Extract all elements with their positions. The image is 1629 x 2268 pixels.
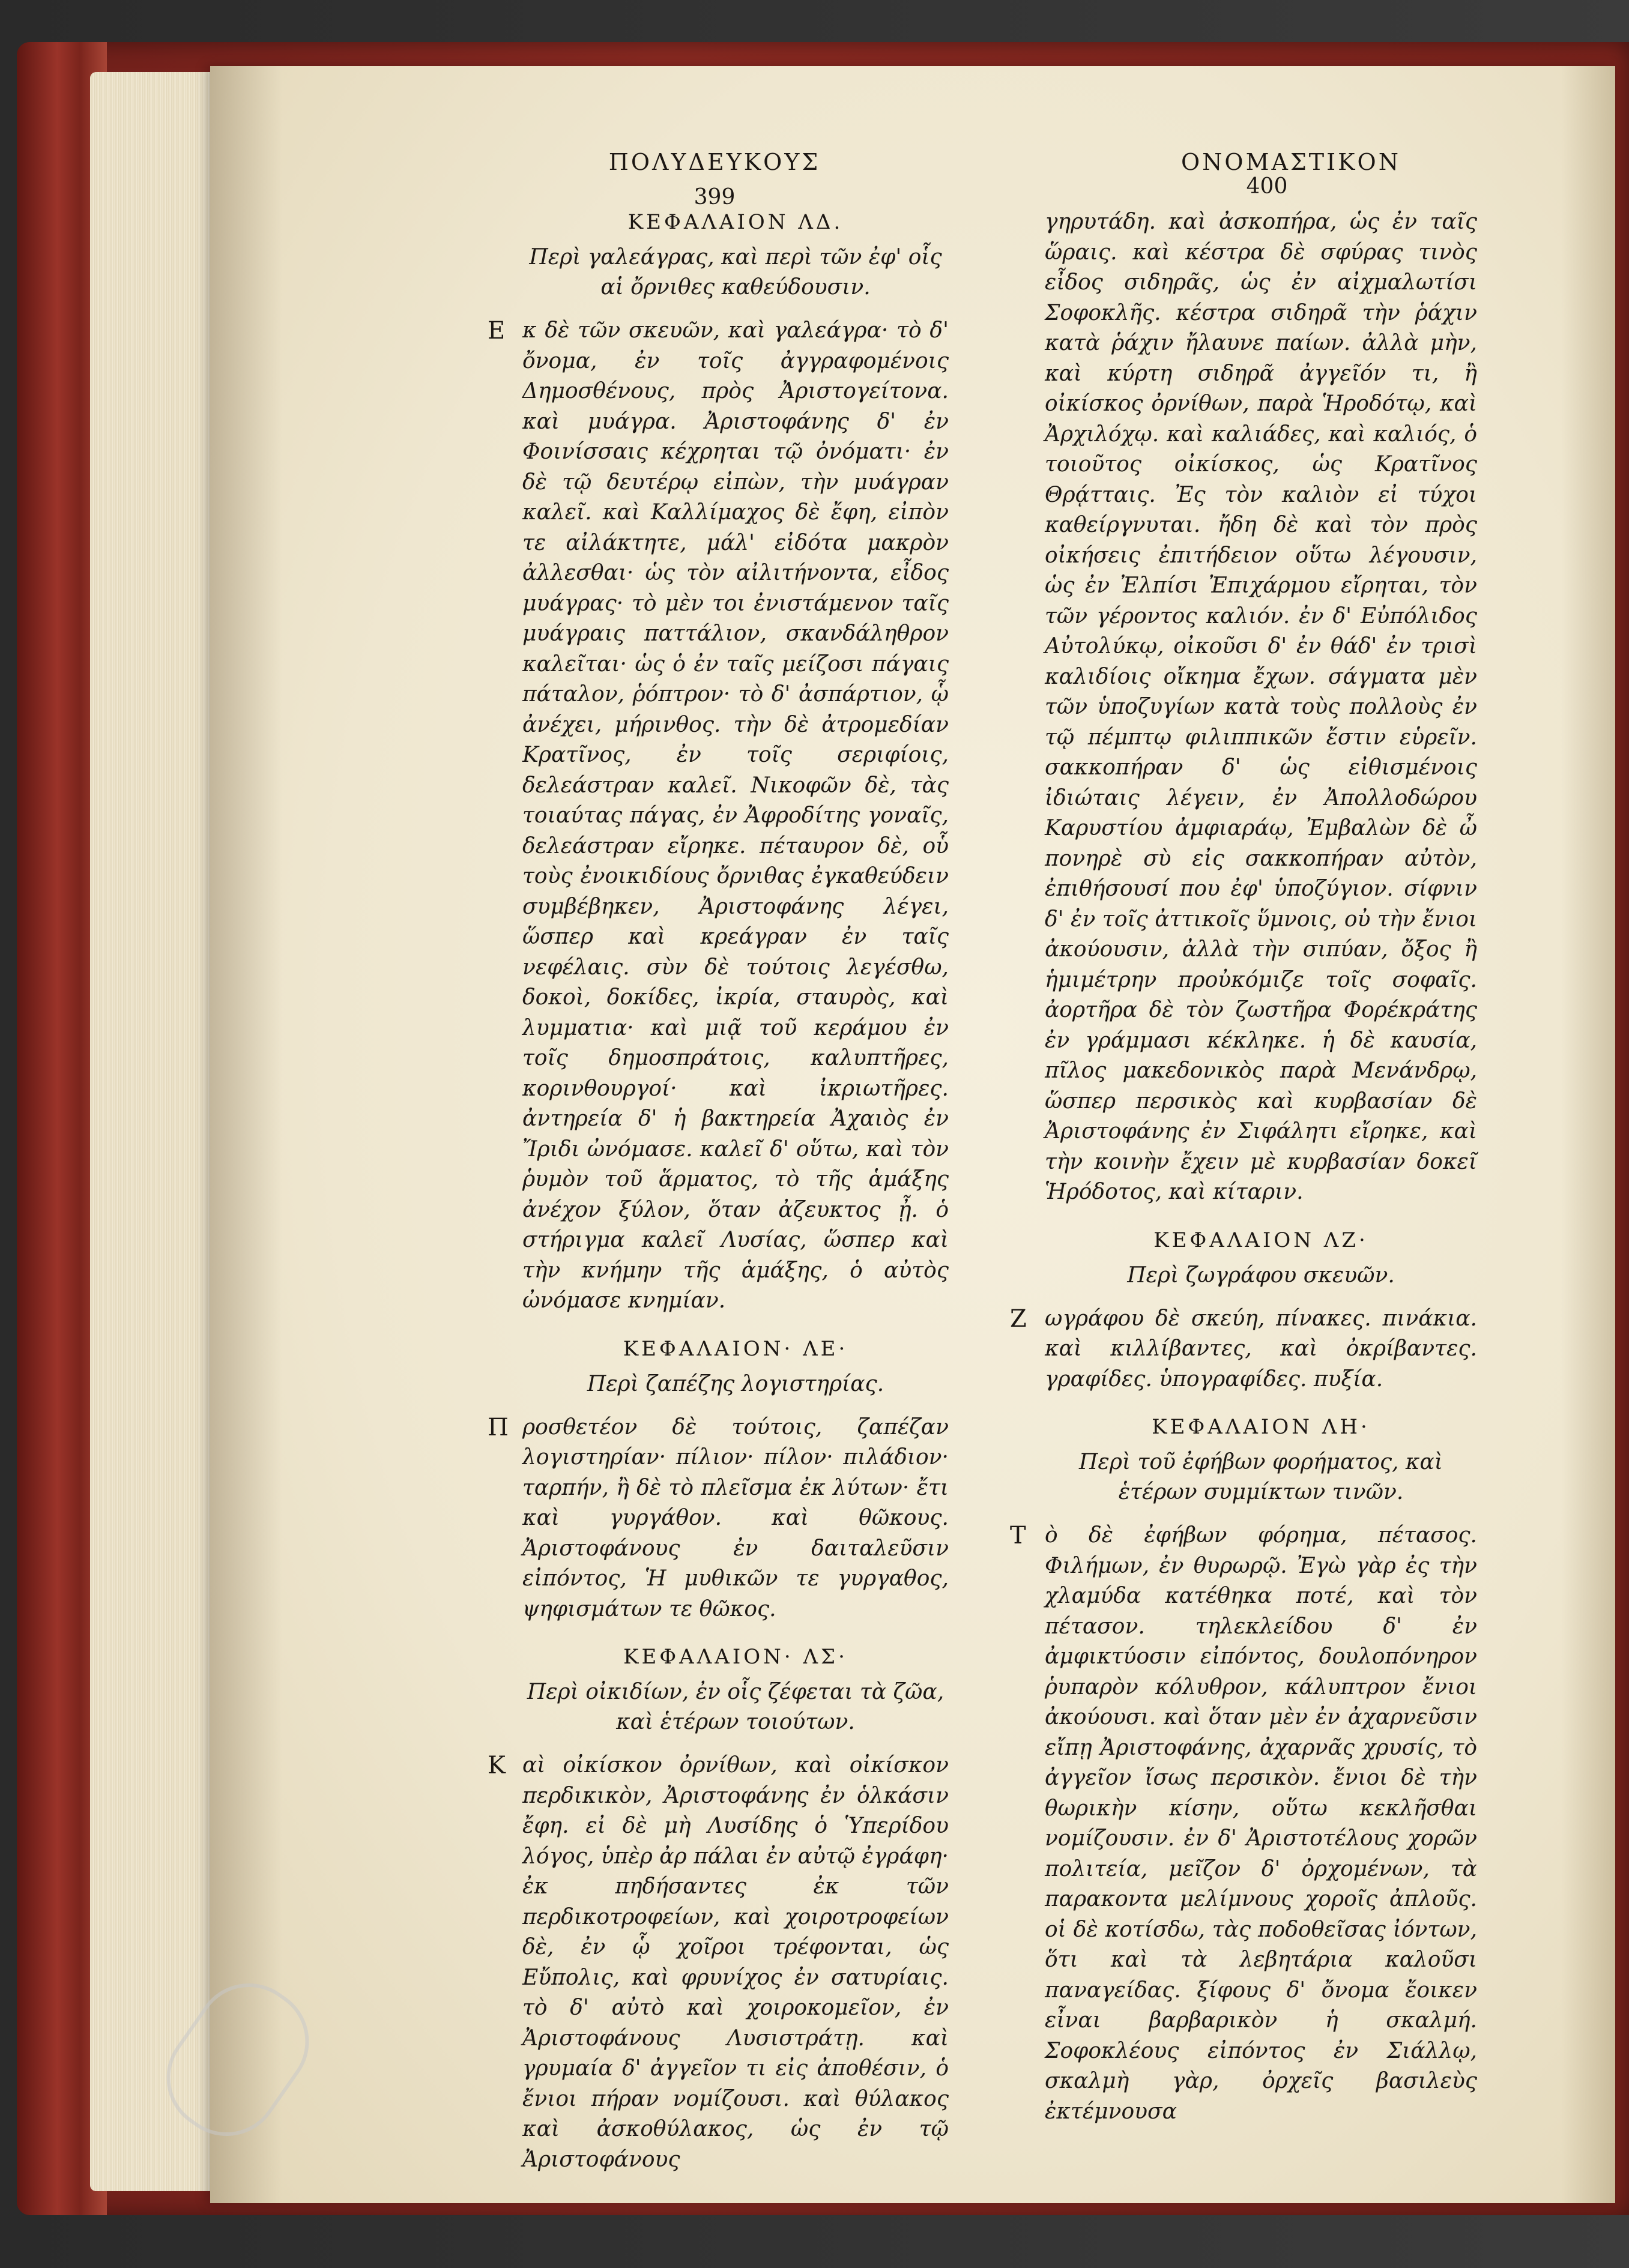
- chapter-body: [488, 1751, 949, 2175]
- chapter-text: ὸ δὲ ἐφήβων φόρημα, πέτασος. Φιλήμων, ἐν θυρωρῷ. Ἐγὼ γὰρ ἐς τὴν χλαμύδα κατέθηκα ποτέ, καὶ τὸν πέτασον. τηλεκλείδου δ' ἐν ἀμφικτύοσιν εἰπόντος, δουλοπόνηρον ῥυπαρὸν κόλυθρον, κάλυπτρον ἔνιοι ἀκούουσι. καὶ ὅταν μὲν ἐν ἀχαρνεῦσιν εἴπῃ Ἀριστοφάνης, ἀχαρνᾶς χρυσίς, τὸ ἀγγεῖον ἴσως περσικὸν. ἔνιοι δὲ τὴν θωρικὴν κίσην, οὕτω κεκλῆσθαι νομίζουσιν. ἐν δ' Ἀριστοτέλους χορῶν πολιτεία, μεῖζον δ' ὀρχομένων, τὰ παρακοντα μελίμνους χοροῖς ἀπλοῦς. οἱ δὲ κοτίσδω, τὰς ποδοθεῖσας ἰόντων, ὅτι καὶ τὰ λεβητάρια καλοῦσι παναγείδας. ξίφους δ' ὄνομα ἔοικεν εἶναι βαρβαρικὸν ἡ σκαλμή. Σοφοκλέους εἰπόντος ἐν Σιάλλῳ, σκαλμὴ γὰρ, ὀρχεῖς βασιλεὺς ἐκτέμνουσα: [1045, 1523, 1477, 2124]
- initial-letter: Τ: [1010, 1522, 1026, 1549]
- chapter-text: γηρυτάδη. καὶ ἀσκοπήρα, ὡς ἐν ταῖς ὥραις. καὶ κέστρα δὲ σφύρας τινὸς εἶδος σιδηρᾶς, ὡς ἐν αἰχμαλωτίσι Σοφοκλῆς. κέστρα σιδηρᾶ τὴν ῥάχιν κατὰ ῥάχιν ἤλαυνε παίων. ἀλλὰ μὴν, καὶ κύρτη σιδηρᾶ ἀγγεῖόν τι, ἢ οἰκίσκος ὀρνίθων, παρὰ Ἡροδότῳ, καὶ Ἀρχιλόχῳ. καὶ καλιάδες, καὶ καλιός, ὁ τοιοῦτος οἰκίσκος, ὡς Κρατῖνος Θρᾴτταις. Ἐς τὸν καλιὸν εἰ τύχοι καθείργνυται. ἤδη δὲ καὶ τὸν πρὸς οἰκήσεις ἐπιτήδειον οὕτω λέγουσιν, ὡς ἐν Ἐλπίσι Ἐπιχάρμου εἴρηται, τὸν τῶν γέροντος καλιόν. ἐν δ' Εὐπόλιδος Αὐτολύκῳ, οἰκοῦσι δ' ἐν θάδ' ἐν τρισὶ καλιδίοις οἴκημα ἔχων. σάγματα μὲν τῶν ὑποζυγίων κατὰ τοὺς πολλοὺς ἐν τῷ πέμπτῳ φιλιππικῶν ἔστιν εὑρεῖν. σακκοπήραν δ' ὡς εἰθισμένοις ἰδιώταις λέγειν, ἐν Ἀπολλοδώρου Καρυστίου ἀμφιαράῳ, Ἐμβαλὼν δὲ ὦ πονηρὲ σὺ εἰς σακκοπήραν αὐτὸν, ἐπιθήσουσί που ἐφ' ὑποζύγιον. σίφνιν δ' ἐν τοῖς ἀττικοῖς ὕμνοις, οὐ τὴν ἔνιοι ἀκούουσιν, ἀλλὰ τὴν σιπύαν, ὄξος ἢ ἡμιμέτρην προὐκόμιζε τοῖς σοφαῖς. ἀορτῆρα δὲ τὸν ζωστῆρα Φορέκράτης ἐν γράμμασι κέκληκε. ἡ δὲ καυσία, πῖλος μακεδονικὸς παρὰ Μενάνδρῳ, ὥσπερ περσικὸς καὶ κυρβασίαν δὲ Ἀριστοφάνης ἐν Σιφάλητι εἴρηκε, καὶ τὴν κοινὴν ἔχειν μὲ κυρβασίαν δοκεῖ Ἡρόδοτος, καὶ κίταριν.: [1045, 210, 1477, 1204]
- chapter-heading: ΚΕΦΑΛΑΙΟΝ ΛΖ·: [1153, 1228, 1368, 1252]
- left-column: [488, 210, 949, 2195]
- chapter-subtitle: Περὶ τοῦ ἐφήβων φορήματος, καὶ ἑτέρων συμμίκτων τινῶν.: [1079, 1450, 1443, 1504]
- chapter-text: αὶ οἰκίσκον ὀρνίθων, καὶ οἰκίσκον περδικικὸν, Ἀριστοφάνης ἐν ὁλκάσιν ἔφη. εἰ δὲ μὴ Λυσίδης ὁ Ὑπερίδου λόγος, ὑπὲρ ἀρ πάλαι ἐν αὐτῷ ἐγράφη· ἐκ πηδήσαντες ἐκ τῶν περδικοτροφείων, καὶ χοιροτροφείων δὲ, ἐν ᾧ χοῖροι τρέφονται, ὡς Εὔπολις, καὶ φρυνίχος ἐν σατυρίαις. τὸ δ' αὐτὸ καὶ χοιροκομεῖον, ἐν Ἀριστοφάνους Λυσιστράτῃ. καὶ γρυμαία δ' ἀγγεῖον τι εἰς ἀποθέσιν, ὁ ἔνιοι πήραν νομίζουσι. καὶ θύλακος καὶ ἀσκοθύλακος, ὡς ἐν τῷ Ἀριστοφάνους: [522, 1753, 949, 2172]
- left-running-head: ΠΟΛΥΔΕΥΚΟΥΣ: [608, 149, 821, 175]
- chapter-text: κ δὲ τῶν σκευῶν, καὶ γαλεάγρα· τὸ δ' ὄνομα, ἐν τοῖς ἀγγραφομένοις Δημοσθένους, πρὸς Ἀριστογείτονα. καὶ μυάγρα. Ἀριστοφάνης δ' ἐν Φοινίσσαις κέχρηται τῷ ὀνόματι· ἐν δὲ τῷ δευτέρῳ εἰπὼν, τὴν μυάγραν καλεῖ. καὶ Καλλίμαχος δὲ ἔφη, εἰπὸν τε αἰλάκτητε, μάλ' εἰδότα μακρὸν ἀλλεσθαι· ὡς τὸν αἰλιτήνοντα, εἶδος μυάγρας· τὸ μὲν τοι ἐνιστάμενον ταῖς μυάγραις παττάλιον, σκανδάληθρον καλεῖται· ὡς ὁ ἐν ταῖς μείζοσι πάγαις πάταλον, ῥόπτρον· τὸ δ' ἀσπάρτιον, ᾧ ἀνέχει, μήρινθος. τὴν δὲ ἀτρομεδίαν Κρατῖνος, ἐν τοῖς σεριφίοις, δελεάστραν καλεῖ. Νικοφῶν δὲ, τὰς τοιαύτας πάγας, ἐν Ἀφροδίτης γοναῖς, δελεάστραν εἴρηκε. πέταυρον δὲ, οὗ τοὺς ἐνοικιδίους ὄρνιθας ἐγκαθεύδειν συμβέβηκεν, Ἀριστοφάνης λέγει, ὥσπερ καὶ κρεάγραν ἐν ταῖς νεφέλαις. σὺν δὲ τούτοις λεγέσθω, δοκοὶ, δοκίδες, ἰκρία, σταυρὸς, καὶ λυμματια· καὶ μιᾷ τοῦ κεράμου ἐν τοῖς δημοσπράτοις, καλυπτῆρες, κορινθουργοί· καὶ ἰκριωτῆρες. ἀντηρεία δ' ἡ βακτηρεία Ἀχαιὸς ἐν Ἴριδι ὠνόμασε. καλεῖ δ' οὕτω, καὶ τὸν ῥυμὸν τοῦ ἅρματος, τὸ τῆς ἁμάξης ἀνέχον ξύλον, ὅταν ἀζευκτος ᾖ. ὁ στήριγμα καλεῖ Λυσίας, ὥσπερ καὶ τὴν κνήμην τῆς ἁμάξης, ὁ αὐτὸς ὠνόμασε κνημίαν.: [522, 318, 949, 1313]
- chapter-34: [488, 210, 949, 1316]
- gutter-shadow: [210, 66, 282, 2203]
- initial-letter: Κ: [488, 1752, 506, 1779]
- right-column: [1010, 207, 1477, 2147]
- chapter-heading: ΚΕΦΑΛΑΙΟΝ· ΛΣ·: [623, 1645, 848, 1669]
- page-edge-shadow: [1561, 66, 1615, 2203]
- chapter-heading: ΚΕΦΑΛΑΙΟΝ ΛΔ.: [627, 210, 844, 234]
- chapter-body: [1045, 207, 1477, 1208]
- initial-letter: Π: [488, 1413, 509, 1441]
- right-page-number: 400: [1246, 174, 1288, 199]
- initial-letter: Ε: [488, 317, 506, 345]
- chapter-body: [488, 1413, 949, 1625]
- chapter-37: [1010, 1228, 1477, 1395]
- chapter-subtitle: Περὶ γαλεάγρας, καὶ περὶ τῶν ἐφ' οἷς αἱ ὄρνιθες καθεύδουσιν.: [529, 245, 942, 300]
- chapter-subtitle: Περὶ οἰκιδίων, ἐν οἷς ζέφεται τὰ ζῶα, καὶ ἑτέρων τοιούτων.: [527, 1680, 944, 1734]
- chapter-text: ροσθετέον δὲ τούτοις, ζαπέζαν λογιστηρίαν· πίλιον· πίλον· πιλάδιον· ταρπήν, ἢ δὲ τὸ πλεῖσμα ἐκ λύτων· ἔτι καὶ γυργάθον. καὶ θῶκους. Ἀριστοφάνους ἐν δαιταλεῦσιν εἰπόντος, Ἡ μυθικῶν τε γυργαθος, ψηφισμάτων τε θῶκος.: [522, 1414, 949, 1621]
- chapter-body: [1010, 1521, 1477, 2127]
- chapter-36-continued: [1045, 207, 1477, 1208]
- chapter-subtitle: Περὶ ζωγράφου σκευῶν.: [1127, 1262, 1395, 1288]
- chapter-36: [488, 1645, 949, 2175]
- chapter-text: ωγράφου δὲ σκεύη, πίνακες. πινάκια. καὶ κιλλίβαντες, καὶ ὀκρίβαντες. γραφίδες. ὑπογραφίδες. πυξία.: [1045, 1306, 1477, 1392]
- initial-letter: Ζ: [1010, 1304, 1027, 1333]
- page-edges: [90, 72, 222, 2191]
- left-page-number: 399: [694, 185, 736, 210]
- chapter-35: [488, 1336, 949, 1625]
- chapter-heading: ΚΕΦΑΛΑΙΟΝ ΛΗ·: [1152, 1415, 1370, 1439]
- chapter-38: [1010, 1415, 1477, 2127]
- chapter-body: [488, 316, 949, 1316]
- chapter-subtitle: Περὶ ζαπέζης λογιστηρίας.: [587, 1371, 884, 1396]
- chapter-body: [1010, 1304, 1477, 1395]
- right-running-head: ΟΝΟΜΑΣΤΙΚΟΝ: [1181, 149, 1401, 175]
- chapter-heading: ΚΕΦΑΛΑΙΟΝ· ΛΕ·: [623, 1336, 848, 1361]
